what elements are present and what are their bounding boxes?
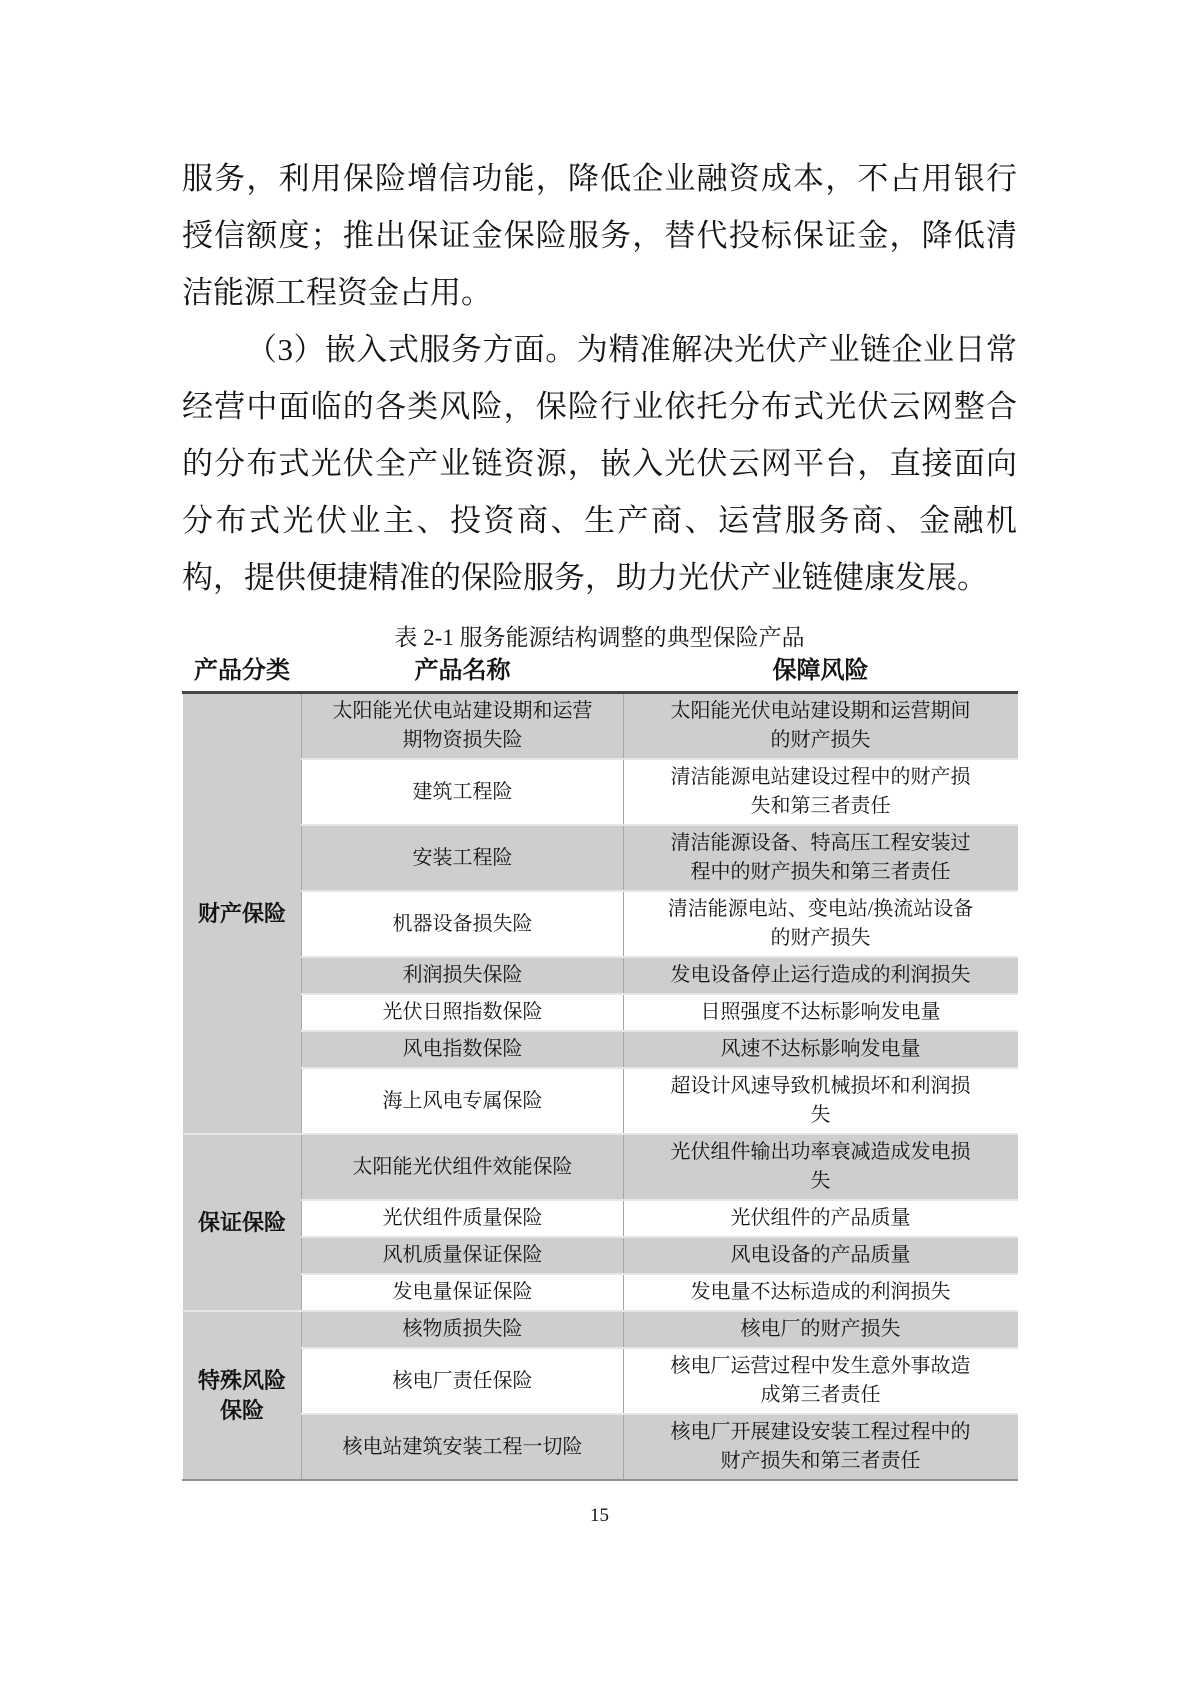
risk-cell: 发电设备停止运行造成的利润损失 <box>624 957 1018 994</box>
risk-cell: 清洁能源电站、变电站/换流站设备的财产损失 <box>624 891 1018 957</box>
risk-cell: 核电厂运营过程中发生意外事故造成第三者责任 <box>624 1348 1018 1414</box>
product-name-cell: 光伏日照指数保险 <box>302 994 624 1031</box>
column-header-risk: 保障风险 <box>624 654 1018 693</box>
column-header-category: 产品分类 <box>183 654 302 693</box>
risk-cell: 光伏组件的产品质量 <box>624 1200 1018 1237</box>
table-row <box>183 1311 1018 1348</box>
table-row <box>183 1274 1018 1311</box>
product-category-cell: 保证保险 <box>183 1134 302 1311</box>
product-name-cell: 太阳能光伏电站建设期和运营期物资损失险 <box>302 693 624 760</box>
product-name-cell: 机器设备损失险 <box>302 891 624 957</box>
paragraph: 服务，利用保险增信功能，降低企业融资成本，不占用银行授信额度；推出保证金保险服务，替代投标保证金，降低清洁能源工程资金占用。 <box>182 161 1017 310</box>
table-header-row <box>183 654 1018 693</box>
page-number: 15 <box>590 1505 609 1526</box>
product-name-cell: 核电厂责任保险 <box>302 1348 624 1414</box>
risk-cell: 核电厂的财产损失 <box>624 1311 1018 1348</box>
table-row <box>183 994 1018 1031</box>
risk-cell: 核电厂开展建设安装工程过程中的财产损失和第三者责任 <box>624 1414 1018 1480</box>
page-content <box>182 0 1017 1481</box>
table-row <box>183 1348 1018 1414</box>
table-row <box>183 1134 1018 1200</box>
product-category-cell: 特殊风险保险 <box>183 1311 302 1480</box>
product-name-cell: 建筑工程险 <box>302 759 624 825</box>
risk-cell: 光伏组件输出功率衰减造成发电损失 <box>624 1134 1018 1200</box>
table-row <box>183 1031 1018 1068</box>
product-name-cell: 太阳能光伏组件效能保险 <box>302 1134 624 1200</box>
risk-cell: 太阳能光伏电站建设期和运营期间的财产损失 <box>624 693 1018 760</box>
risk-cell: 清洁能源设备、特高压工程安装过程中的财产损失和第三者责任 <box>624 825 1018 891</box>
product-name-cell: 光伏组件质量保险 <box>302 1200 624 1237</box>
product-name-cell: 发电量保证保险 <box>302 1274 624 1311</box>
table-row <box>183 825 1018 891</box>
risk-cell: 超设计风速导致机械损坏和利润损失 <box>624 1068 1018 1134</box>
product-name-cell: 海上风电专属保险 <box>302 1068 624 1134</box>
product-name-cell: 风电指数保险 <box>302 1031 624 1068</box>
product-category-cell: 财产保险 <box>183 693 302 1135</box>
table-row <box>183 1414 1018 1480</box>
table-row <box>183 1237 1018 1274</box>
table-caption: 表 2-1 服务能源结构调整的典型保险产品 <box>394 625 805 650</box>
table-row <box>183 759 1018 825</box>
risk-cell: 发电量不达标造成的利润损失 <box>624 1274 1018 1311</box>
risk-cell: 风电设备的产品质量 <box>624 1237 1018 1274</box>
column-header-product-name: 产品名称 <box>302 654 624 693</box>
risk-cell: 日照强度不达标影响发电量 <box>624 994 1018 1031</box>
product-name-cell: 安装工程险 <box>302 825 624 891</box>
product-name-cell: 核电站建筑安装工程一切险 <box>302 1414 624 1480</box>
table-row <box>183 957 1018 994</box>
paragraph: （3）嵌入式服务方面。为精准解决光伏产业链企业日常经营中面临的各类风险，保险行业依托分布式光伏云网整合的分布式光伏全产业链资源，嵌入光伏云网平台，直接面向分布式光伏业主、投资商、生产商、运营服务商、金融机构，提供便捷精准的保险服务，助力光伏产业链健康发展。 <box>182 332 1017 595</box>
product-name-cell: 核物质损失险 <box>302 1311 624 1348</box>
table-row <box>183 693 1018 760</box>
table-row <box>183 891 1018 957</box>
risk-cell: 风速不达标影响发电量 <box>624 1031 1018 1068</box>
product-name-cell: 风机质量保证保险 <box>302 1237 624 1274</box>
table-body <box>183 693 1018 1481</box>
product-name-cell: 利润损失保险 <box>302 957 624 994</box>
body-text <box>182 150 1017 606</box>
insurance-table <box>182 654 1018 1481</box>
table-row <box>183 1068 1018 1134</box>
table-row <box>183 1200 1018 1237</box>
risk-cell: 清洁能源电站建设过程中的财产损失和第三者责任 <box>624 759 1018 825</box>
